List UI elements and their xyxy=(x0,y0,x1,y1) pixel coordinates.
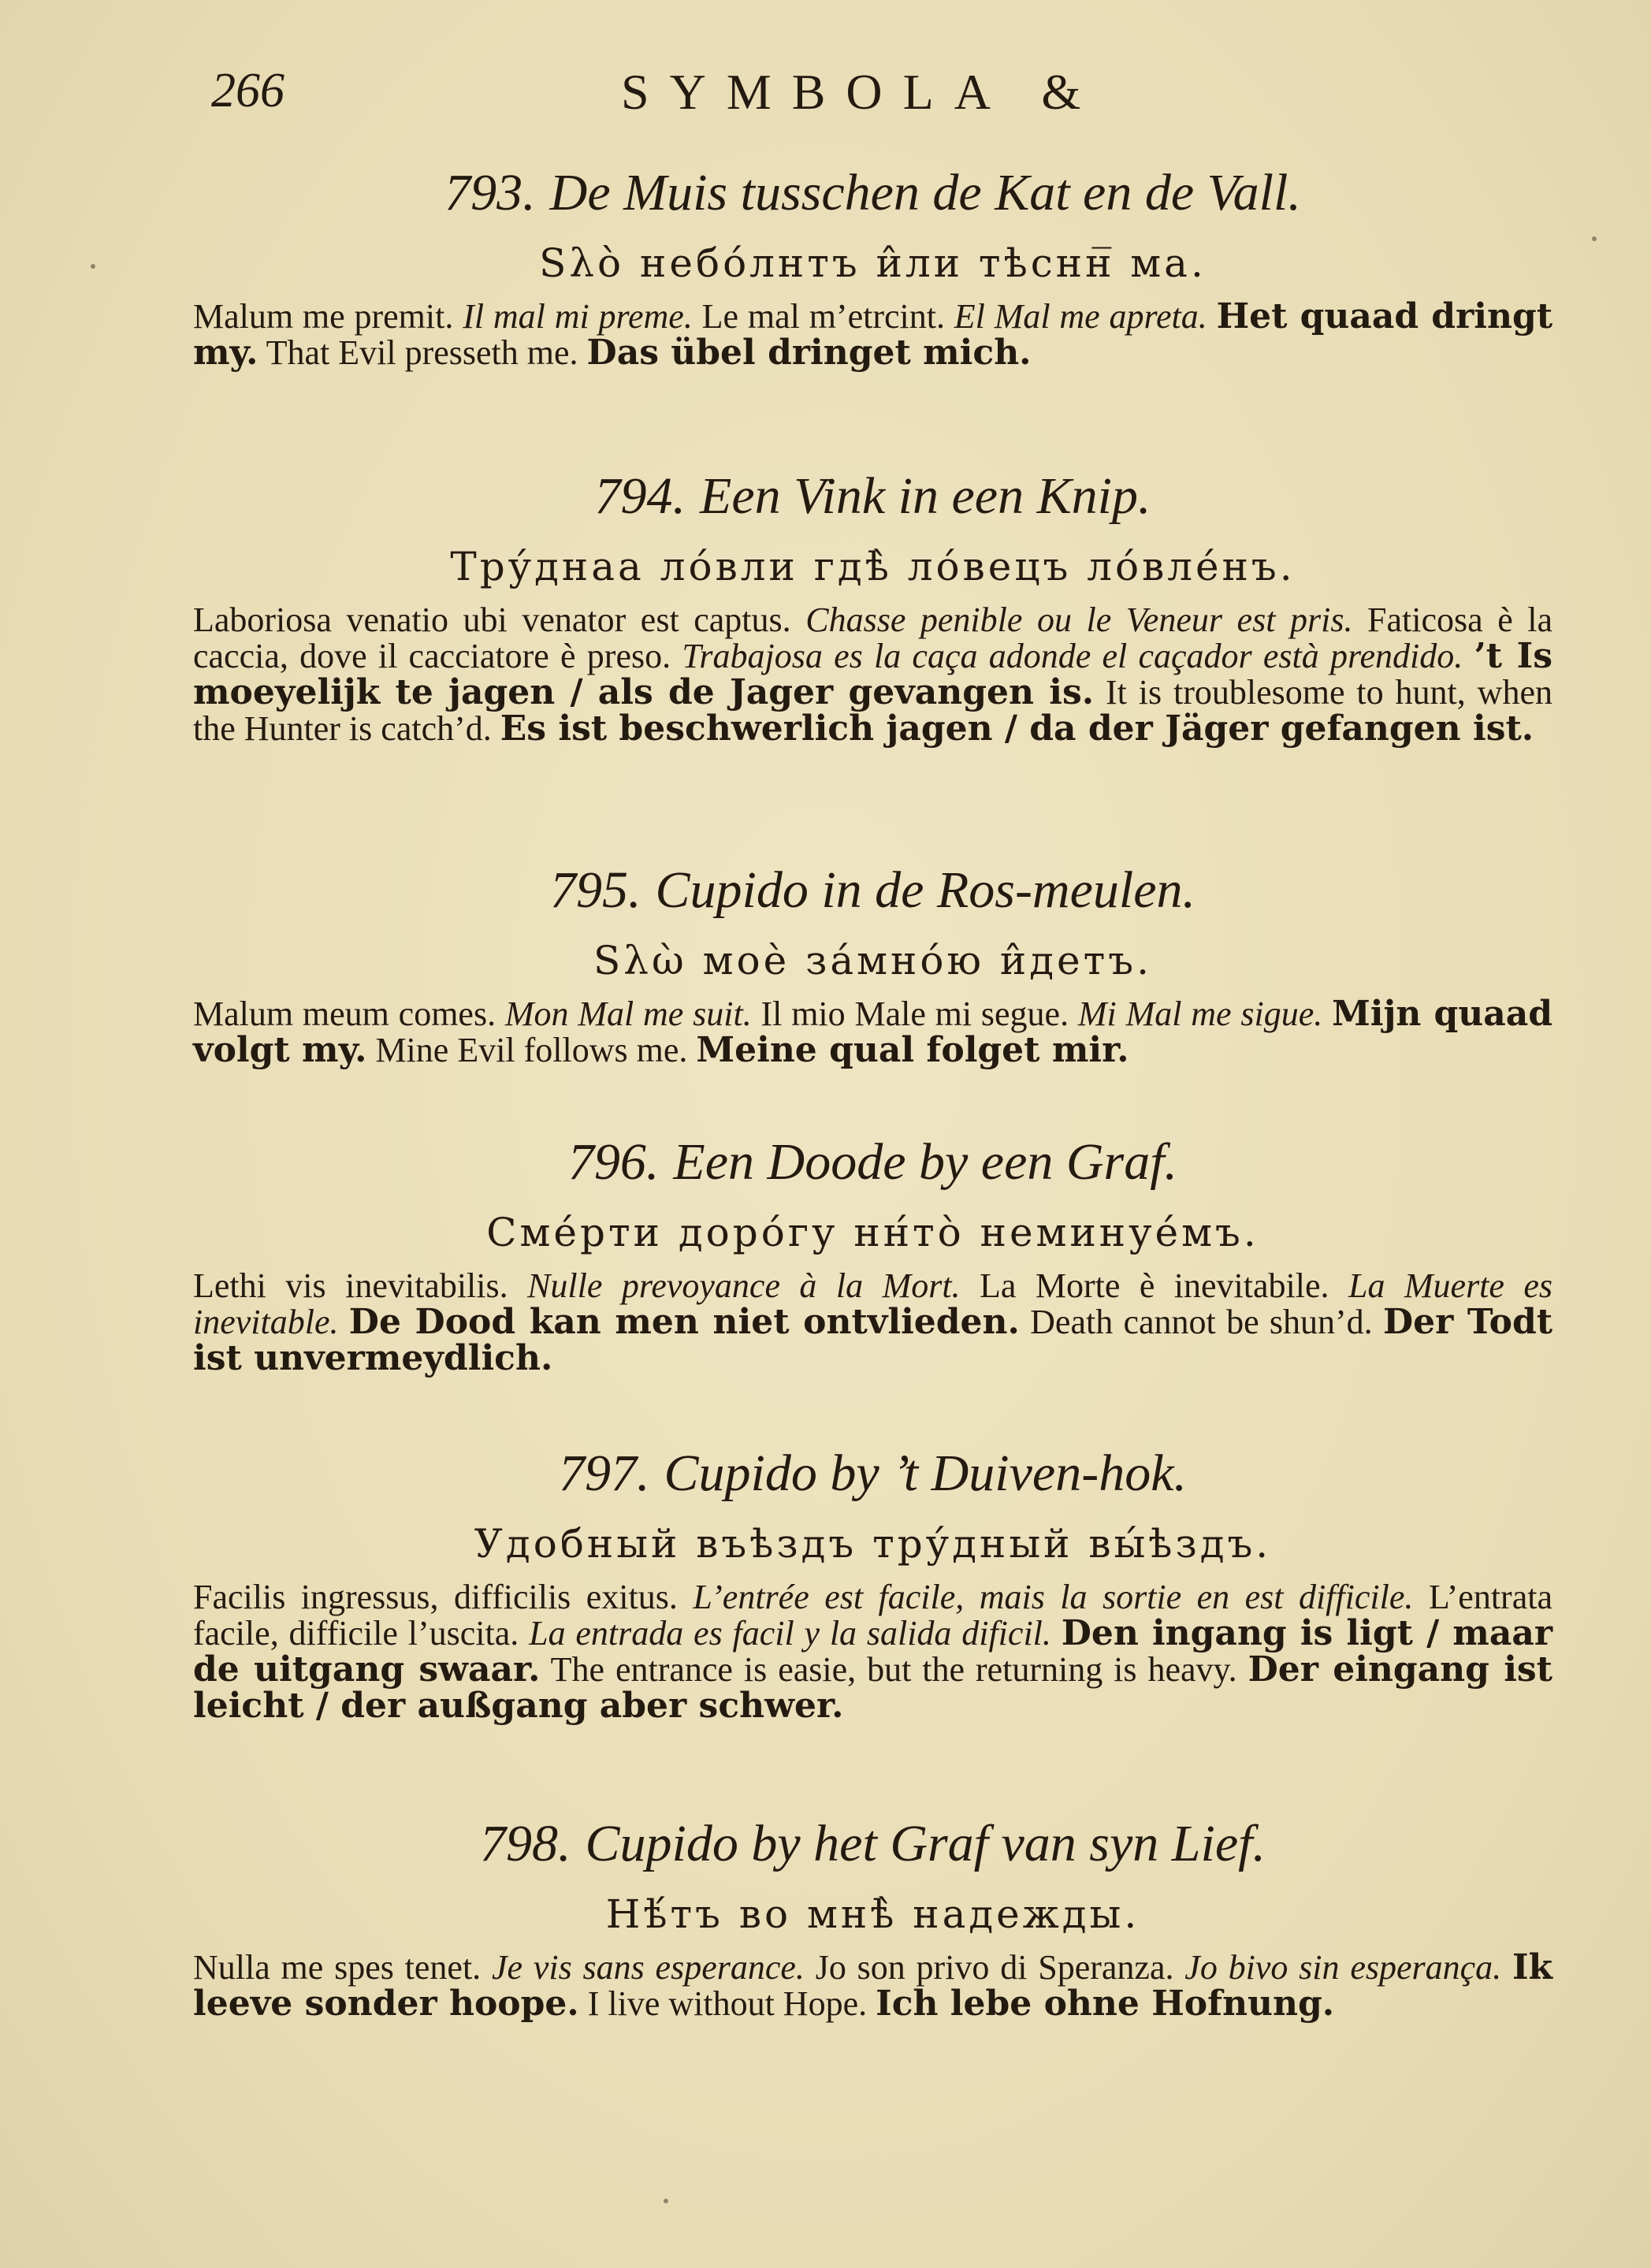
slavonic-motto: Сме́рти доро́гу нн́то̀ неминуе́мъ. xyxy=(486,1210,1259,1255)
entry-number: 798. xyxy=(480,1815,571,1872)
italian-text: L’entrata facile, difficile l’uscita. xyxy=(193,1578,1552,1653)
dutch-text: Ik leeve sonder hoope. xyxy=(193,1947,1553,2024)
entry-number: 793. xyxy=(444,164,536,221)
dutch-text: Den ingang is ligt / maar de uitgang swaar. xyxy=(193,1613,1553,1690)
spanish-text: Trabajosa es la caça adonde el caçador està prendido. xyxy=(682,637,1463,675)
french-text: Mon Mal me suit. xyxy=(504,995,752,1033)
entry-number: 796. xyxy=(567,1133,660,1191)
english-text: Mine Evil follows me. xyxy=(375,1031,688,1069)
entry-title xyxy=(193,1442,1552,1505)
latin-text: Laboriosa venatio ubi venator est captus. xyxy=(193,600,791,639)
ink-speck xyxy=(664,2199,668,2203)
english-text: Death cannot be shun’d. xyxy=(1030,1303,1373,1341)
entry-title-text: Een Doode by een Graf. xyxy=(673,1133,1178,1191)
entry-794 xyxy=(193,465,1552,747)
slavonic-motto: Sλὸ небо́лнтъ и̂ли тѣснн̅ ма. xyxy=(539,240,1207,286)
entry-793 xyxy=(193,162,1552,371)
ink-speck xyxy=(1592,236,1597,241)
english-text: The entrance is easie, but the returning is heavy. xyxy=(550,1650,1237,1689)
entry-translations xyxy=(193,996,1552,1069)
entry-title-text: Cupido by ’t Duiven-hok. xyxy=(664,1444,1187,1502)
entry-795 xyxy=(193,859,1552,1069)
entry-translations xyxy=(193,1268,1552,1377)
entry-title xyxy=(193,465,1552,528)
italian-text: Il mio Male mi segue. xyxy=(760,995,1069,1033)
french-text: Nulle prevoyance à la Mort. xyxy=(527,1266,961,1305)
latin-text: Nulla me spes tenet. xyxy=(193,1948,482,1987)
dutch-text: De Dood kan men niet ontvlieden. xyxy=(348,1302,1020,1342)
page-number: 266 xyxy=(211,64,284,117)
entry-title-text: Cupido in de Ros-meulen. xyxy=(655,861,1196,919)
latin-text: Malum me premit. xyxy=(193,297,454,336)
slavonic-motto: Удобный въѣздъ тру́дный вы́ѣздъ. xyxy=(474,1521,1272,1567)
spanish-text: Jo bivo sin esperança. xyxy=(1184,1948,1502,1987)
dutch-text: ’t Is moeyelijk te jagen / als de Jager gevangen is. xyxy=(193,636,1552,712)
slavonic-motto: Нѣ́тъ во мнѣ̀ надежды. xyxy=(605,1891,1140,1937)
french-text: Il mal mi preme. xyxy=(463,297,693,336)
entry-796 xyxy=(193,1131,1552,1377)
latin-text: Facilis ingressus, difficilis exitus. xyxy=(193,1578,678,1616)
entry-title-text: Cupido by het Graf van syn Lief. xyxy=(585,1815,1266,1872)
dutch-text: Mijn quaad volgt my. xyxy=(193,994,1553,1070)
running-head: SYMBOLA & xyxy=(621,64,1102,120)
italian-text: Faticosa è la caccia, dove il cacciatore è preso. xyxy=(193,600,1553,675)
french-text: L’entrée est facile, mais la sortie en est difficile. xyxy=(693,1578,1414,1616)
german-text: Meine qual folget mir. xyxy=(696,1030,1129,1070)
ink-speck xyxy=(91,264,95,269)
entry-number: 795. xyxy=(549,861,641,919)
entry-translations xyxy=(193,1579,1552,1724)
german-text: Der eingang ist leicht / der außgang aber schwer. xyxy=(193,1649,1553,1726)
entry-translations xyxy=(193,296,1553,373)
german-text: Der Todt ist unvermeydlich. xyxy=(193,1302,1553,1378)
entry-number: 797. xyxy=(558,1444,650,1502)
entry-title xyxy=(193,162,1552,225)
french-text: Je vis sans esperance. xyxy=(491,1948,805,1987)
entry-798 xyxy=(193,1813,1552,2022)
slavonic-motto: Тру́днаа ло́вли гдѣ̀ ло́вецъ ло́вле́нъ. xyxy=(450,544,1296,589)
entry-title-text: Een Vink in een Knip. xyxy=(700,467,1151,525)
latin-text: Malum meum comes. xyxy=(193,995,496,1033)
spanish-text: El Mal me apreta. xyxy=(954,297,1207,336)
entry-title xyxy=(193,859,1552,922)
entry-number: 794. xyxy=(594,467,686,525)
german-text: Ich lebe ohne Hofnung. xyxy=(876,1984,1335,2024)
english-text: That Evil presseth me. xyxy=(266,333,578,372)
french-text: Chasse penible ou le Veneur est pris. xyxy=(805,600,1353,639)
entry-797 xyxy=(193,1442,1552,1724)
english-text: It is troublesome to hunt, when the Hunter is catch’d. xyxy=(193,673,1552,748)
entry-translations xyxy=(193,1947,1553,2024)
entry-title xyxy=(193,1131,1552,1194)
italian-text: La Morte è inevitabile. xyxy=(980,1266,1329,1305)
english-text: I live without Hope. xyxy=(587,1984,868,2023)
italian-text: Le mal m’etrcint. xyxy=(701,297,945,336)
spanish-text: La entrada es facil y la salida dificil. xyxy=(529,1614,1051,1653)
latin-text: Lethi vis inevitabilis. xyxy=(193,1266,508,1305)
entry-translations xyxy=(193,602,1552,747)
slavonic-motto: Sλὼ моѐ за́мно́ю и̂детъ. xyxy=(593,938,1152,983)
page-header xyxy=(211,63,1551,134)
italian-text: Jo son privo di Speranza. xyxy=(815,1948,1174,1987)
german-text: Es ist beschwerlich jagen / da der Jäger gefangen ist. xyxy=(500,708,1534,749)
dutch-text: Het quaad dringt my. xyxy=(193,296,1553,373)
spanish-text: La Muerte es inevitable. xyxy=(193,1266,1553,1341)
spanish-text: Mi Mal me sigue. xyxy=(1077,995,1323,1033)
entry-title-text: De Muis tusschen de Kat en de Vall. xyxy=(549,164,1301,221)
entry-title xyxy=(193,1813,1552,1876)
german-text: Das übel dringet mich. xyxy=(586,333,1032,373)
